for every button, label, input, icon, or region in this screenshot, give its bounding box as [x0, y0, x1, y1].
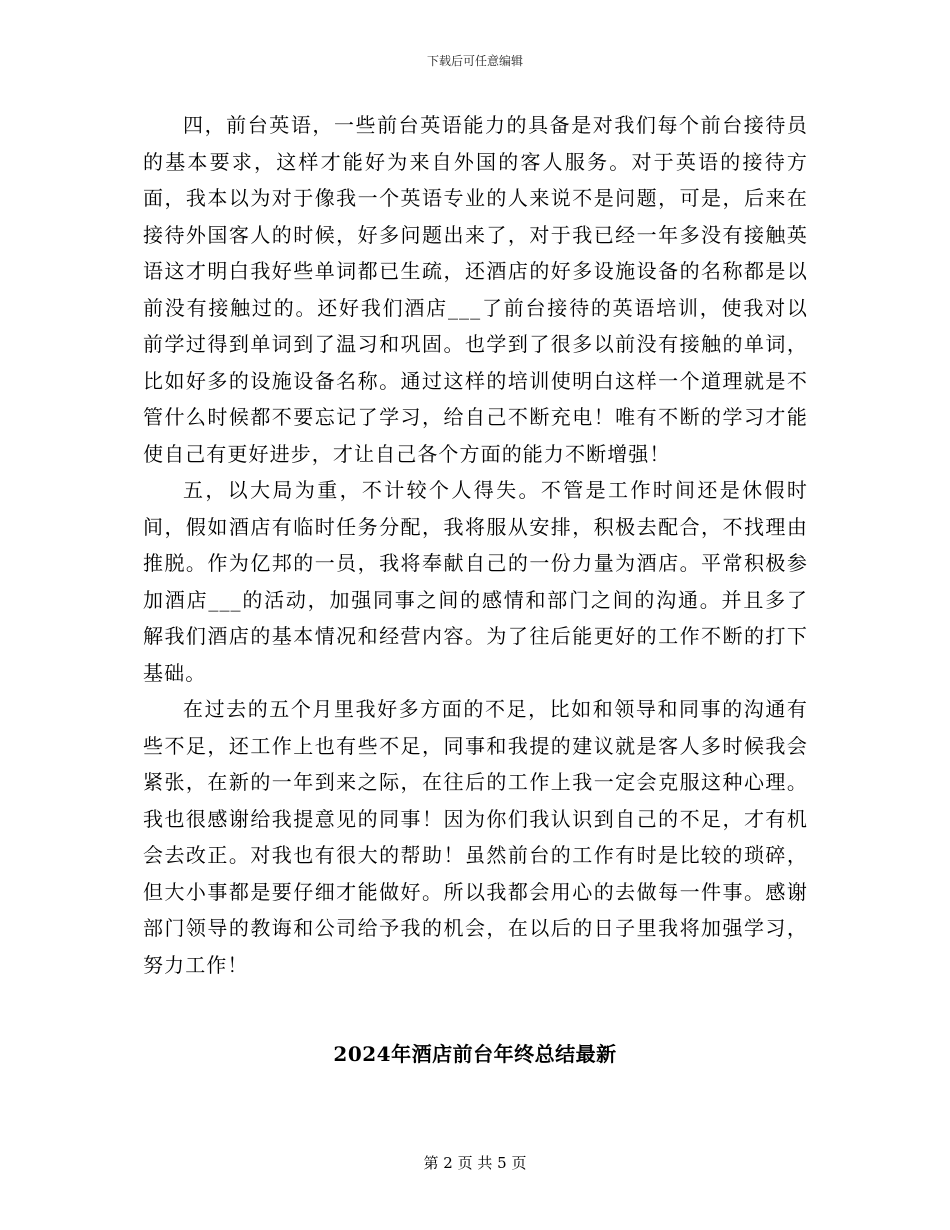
- document-body: [143, 107, 808, 983]
- section-title: 2024年酒店前台年终总结最新: [333, 1042, 617, 1066]
- page-number-footer: 第 2 页 共 5 页: [423, 1154, 527, 1172]
- paragraph-reflection: 在过去的五个月里我好多方面的不足，比如和领导和同事的沟通有些不足，还工作上也有些不足，同事和我提的建议就是客人多时候我会紧张，在新的一年到来之际，在往后的工作上我一定会克服这种心理。我也很感谢给我提意见的同事！因为你们我认识到自己的不足，才有机会去改正。对我也有很大的帮助！虽然前台的工作有时是比较的琐碎，但大小事都是要仔细才能做好。所以我都会用心的去做每一件事。感谢部门领导的教诲和公司给予我的机会，在以后的日子里我将加强学习，努力工作！: [143, 697, 808, 977]
- paragraph-english-training: 四，前台英语，一些前台英语能力的具备是对我们每个前台接待员的基本要求，这样才能好为来自外国的客人服务。对于英语的接待方面，我本以为对于像我一个英语专业的人来说不是问题，可是，后来在接待外国客人的时候，好多问题出来了，对于我已经一年多没有接触英语这才明白我好些单词都已生疏，还酒店的好多设施设备的名称都是以前没有接触过的。还好我们酒店___了前台接待的英语培训，使我对以前学过得到单词到了温习和巩固。也学到了很多以前没有接触的单词，比如好多的设施设备名称。通过这样的培训使明白这样一个道理就是不管什么时候都不要忘记了学习，给自己不断充电！唯有不断的学习才能使自己有更好进步，才让自己各个方面的能力不断增强！: [143, 113, 808, 466]
- paragraph-teamwork: 五，以大局为重，不计较个人得失。不管是工作时间还是休假时间，假如酒店有临时任务分配，我将服从安排，积极去配合，不找理由推脱。作为亿邦的一员，我将奉献自己的一份力量为酒店。平常积极参加酒店___的活动，加强同事之间的感情和部门之间的沟通。并且多了解我们酒店的基本情况和经营内容。为了往后能更好的工作不断的打下基础。: [143, 478, 808, 685]
- page-header-note: 下载后可任意编辑: [426, 54, 523, 68]
